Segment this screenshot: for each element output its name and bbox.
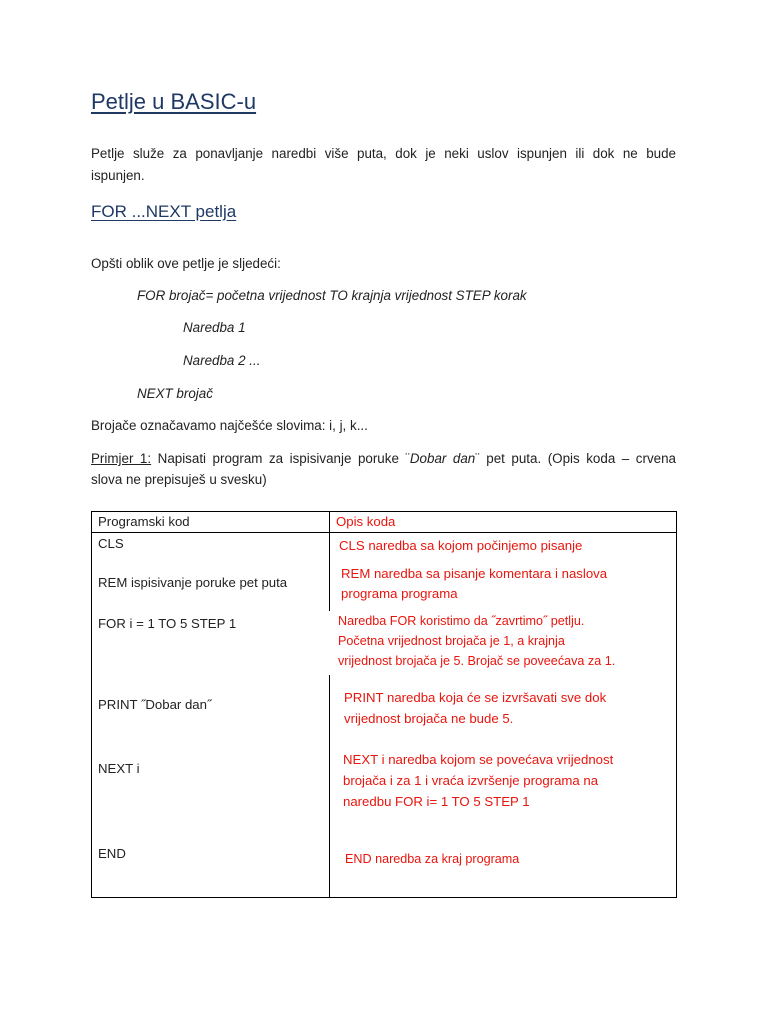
- syntax-for-line: FOR brojač= početna vrijednost TO krajnja vrijednost STEP korak: [137, 288, 527, 303]
- intro-line-2: ispunjen.: [91, 168, 145, 183]
- section-heading: FOR ...NEXT petlja: [91, 202, 237, 221]
- code-print: PRINT ˝Dobar dan˝: [98, 697, 212, 712]
- example-label: Primjer 1:: [91, 451, 152, 466]
- desc-for-line-2: Početna vrijednost brojača je 1, a krajnja: [338, 634, 565, 648]
- counters-note: Brojače označavamo najčešće slovima: i, j, k...: [91, 418, 368, 433]
- code-rem: REM ispisivanje poruke pet puta: [98, 575, 288, 590]
- table-border-left: [91, 511, 92, 898]
- desc-for-line-1: Naredba FOR koristimo da ˝zavrtimo˝ petlju.: [338, 614, 585, 628]
- syntax-next-line: NEXT brojač: [137, 386, 213, 401]
- desc-rem-line-2: programa programa: [341, 586, 458, 601]
- code-cls: CLS: [98, 536, 124, 551]
- page-title: Petlje u BASIC-u: [91, 89, 257, 114]
- table-border-bottom: [91, 897, 677, 898]
- desc-end: END naredba za kraj programa: [345, 852, 520, 866]
- example-text-after: ¨ pet puta. (Opis koda – crvena: [475, 451, 676, 466]
- desc-next-line-2: brojača i za 1 i vraća izvršenje programa na: [343, 773, 599, 788]
- desc-print-line-1: PRINT naredba koja će se izvršavati sve dok: [344, 690, 607, 705]
- example-italic-text: Dobar dan: [409, 451, 476, 466]
- example-text-before: Napisati program za ispisivanje poruke ¨: [151, 451, 410, 466]
- code-end: END: [98, 846, 126, 861]
- table-border-top: [91, 511, 677, 512]
- example-line-1: [91, 451, 676, 466]
- general-form-intro: Opšti oblik ove petlje je sljedeći:: [91, 256, 281, 271]
- example-line-2: slova ne prepisuješ u svesku): [91, 472, 267, 487]
- code-next: NEXT i: [98, 761, 140, 776]
- desc-rem-line-1: REM naredba sa pisanje komentara i naslova: [341, 566, 608, 581]
- intro-line-1: Petlje služe za ponavljanje naredbi više puta, dok je neki uslov ispunjen ili dok ne bude: [91, 146, 676, 161]
- code-for: FOR i = 1 TO 5 STEP 1: [98, 616, 237, 631]
- table-column-divider-lower: [329, 675, 330, 898]
- header-code: Programski kod: [98, 514, 190, 529]
- desc-next-line-3: naredbu FOR i= 1 TO 5 STEP 1: [343, 794, 530, 809]
- table-column-divider: [329, 511, 330, 611]
- syntax-statement-2: Naredba 2 ...: [183, 353, 261, 368]
- desc-print-line-2: vrijednost brojača ne bude 5.: [344, 711, 514, 726]
- desc-next-line-1: NEXT i naredba kojom se povećava vrijednost: [343, 752, 614, 767]
- desc-cls: CLS naredba sa kojom počinjemo pisanje: [339, 538, 583, 553]
- desc-for-line-3: vrijednost brojača je 5. Brojač se poveećava za 1.: [338, 654, 616, 668]
- table-header-divider: [91, 532, 677, 533]
- header-description: Opis koda: [336, 514, 396, 529]
- table-border-right: [676, 511, 677, 898]
- syntax-statement-1: Naredba 1: [183, 320, 246, 335]
